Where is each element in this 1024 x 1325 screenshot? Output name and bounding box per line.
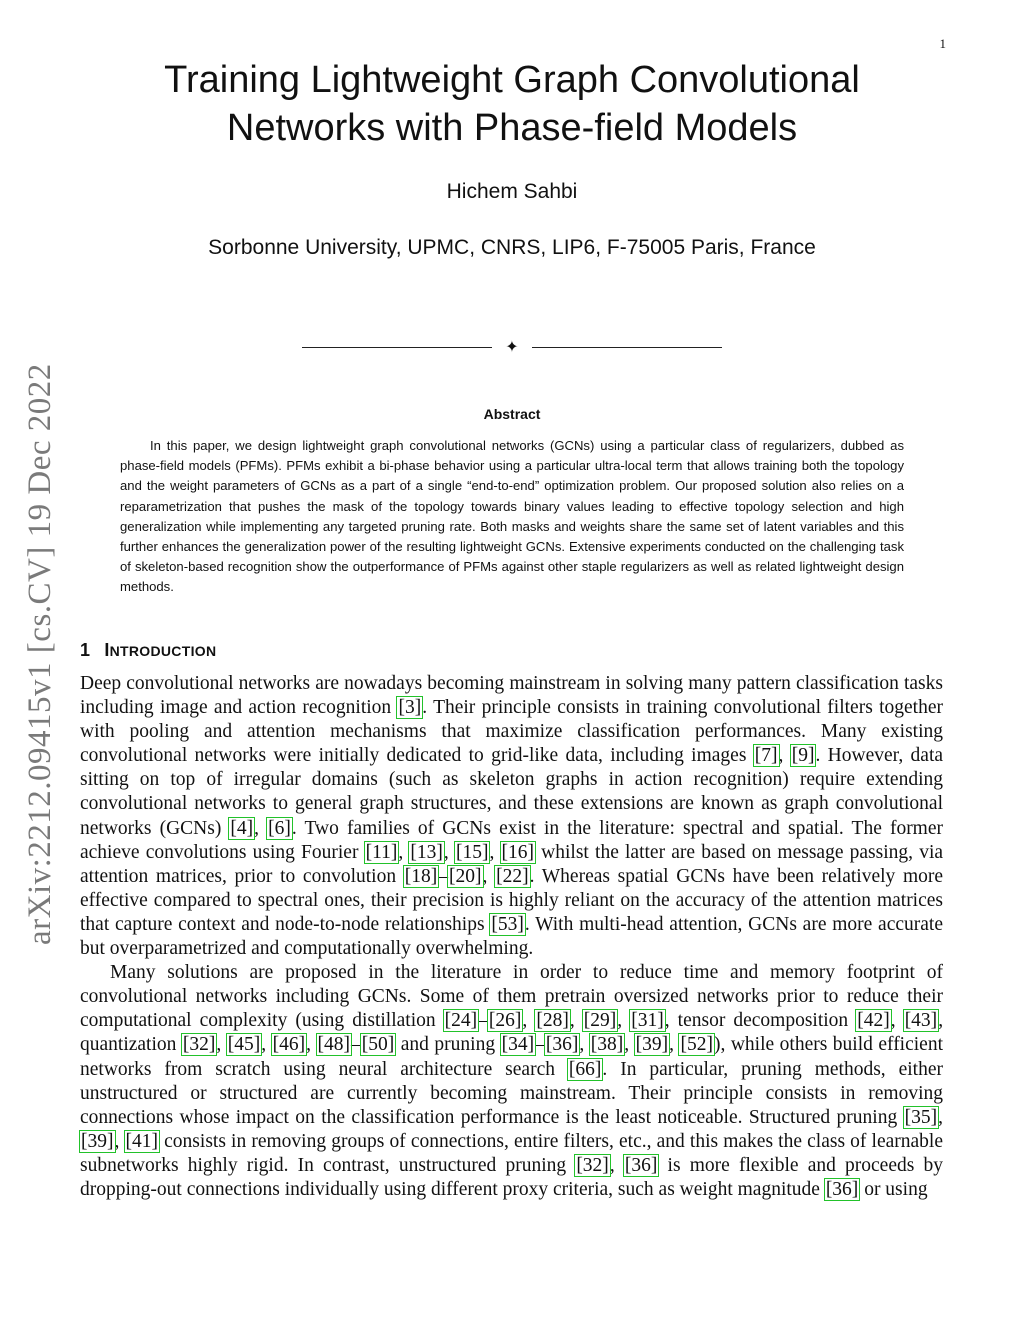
section-heading-introduction bbox=[80, 640, 216, 661]
paragraph-1: Deep convolutional networks are nowadays becoming mainstream in solving many pattern classification tasks including image and action recognition [3]. Their principle consists in training convolutional filters together with pooling and attention mechanisms that maximize classification performances. Many existing convolutional networks were initially dedicated to grid-like data, including images [7], [9]. However, data sitting on top of irregular domains (such as skeleton graphs in action recognition) require extending convolutional networks to general graph structures, and these extensions are known as graph convolutional networks (GCNs) [4], [6]. Two families of GCNs exist in the literature: spectral and spatial. The former achieve convolutions using Fourier [11], [13], [15], [16] whilst the latter are based on message passing, via attention matrices, prior to convolution [18]–[20], [22]. Whereas spatial GCNs have been relatively more effective compared to spectral ones, their precision is highly reliant on the accuracy of the attention matrices that capture context and node-to-node relationships [53]. With multi-head attention, GCNs are more accurate but overparametrized and computationally overwhelming. bbox=[80, 673, 944, 960]
citation-link[interactable]: [36] bbox=[545, 1034, 579, 1056]
citation-link[interactable]: [15] bbox=[455, 841, 489, 863]
citation-link[interactable]: [45] bbox=[227, 1034, 261, 1056]
title-divider bbox=[302, 336, 722, 358]
citation-link[interactable]: [41] bbox=[125, 1130, 159, 1152]
arxiv-identifier-stamp: arXiv:2212.09415v1 [cs.CV] 19 Dec 2022 bbox=[22, 363, 58, 945]
citation-link[interactable]: [48] bbox=[317, 1034, 351, 1056]
title-line-1: Training Lightweight Graph Convolutional bbox=[164, 59, 860, 101]
author-affiliation: Sorbonne University, UPMC, CNRS, LIP6, F-75005 Paris, France bbox=[208, 236, 816, 259]
divider-rule-left bbox=[302, 347, 492, 348]
citation-link[interactable]: [9] bbox=[791, 745, 815, 767]
citation-link[interactable]: [4] bbox=[230, 817, 254, 839]
paper-title bbox=[0, 56, 1024, 152]
section-title-rest: NTRODUCTION bbox=[109, 643, 217, 659]
citation-link[interactable]: [22] bbox=[496, 865, 529, 887]
section-title-initial: I bbox=[104, 640, 110, 660]
citation-link[interactable]: [24] bbox=[444, 1010, 478, 1032]
section-number: 1 bbox=[80, 640, 91, 660]
citation-link[interactable]: [66] bbox=[568, 1058, 602, 1080]
citation-link[interactable]: [31] bbox=[631, 1010, 664, 1032]
introduction-body bbox=[80, 672, 943, 1202]
citation-link[interactable]: [42] bbox=[857, 1010, 890, 1032]
author-name: Hichem Sahbi bbox=[446, 180, 578, 203]
citation-link[interactable]: [35] bbox=[904, 1106, 938, 1128]
citation-link[interactable]: [53] bbox=[491, 913, 524, 935]
citation-link[interactable]: [13] bbox=[410, 841, 443, 863]
citation-link[interactable]: [20] bbox=[449, 865, 482, 887]
title-line-2: Networks with Phase-field Models bbox=[226, 107, 798, 149]
citation-link[interactable]: [38] bbox=[590, 1034, 624, 1056]
citation-link[interactable]: [34] bbox=[501, 1034, 535, 1056]
citation-link[interactable]: [26] bbox=[488, 1010, 522, 1032]
citation-link[interactable]: [46] bbox=[272, 1034, 306, 1056]
citation-link[interactable]: [28] bbox=[536, 1010, 569, 1032]
citation-link[interactable]: [32] bbox=[576, 1154, 609, 1176]
citation-link[interactable]: [11] bbox=[365, 841, 398, 863]
citation-link[interactable]: [39] bbox=[81, 1130, 114, 1152]
citation-link[interactable]: [18] bbox=[404, 865, 438, 887]
abstract-body: In this paper, we design lightweight graph convolutional networks (GCNs) using a particular class of regularizers, dubbed as phase-field models (PFMs). PFMs exhibit a bi-phase behavior using a particular ultra-local term that allows training both the topology and the weight parameters of GCNs as a part of a single “end-to-end” optimization problem. Our proposed solution also relies on a reparametrization that pushes the mask of the topology towards binary values leading to effective topology selection and high generalization while implementing any targeted pruning rate. Both masks and weights share the same set of latent variables and this further enhances the generalization power of the resulting lightweight GCNs. Extensive experiments conducted on the challenging task of skeleton-based recognition show the outperformance of PFMs against other staple regularizers as well as related lightweight design methods. bbox=[120, 438, 904, 595]
paragraph-2: Many solutions are proposed in the literature in order to reduce time and memory footprint of convolutional networks including GCNs. Some of them pretrain oversized networks prior to reduce their computational complexity (using distillation [24]–[26], [28], [29], [31], tensor decomposition [42], [43], quantization [32], [45], [46], [48]–[50] and pruning [34]–[36], [38], [39], [52]), while others build efficient networks from scratch using neural architecture search [66]. In particular, pruning methods, either unstructured or structured are currently becoming mainstream. Their principle consists in removing connections whose impact on the classification performance is the least noticeable. Structured pruning [35], [39], [41] consists in removing groups of connections, entire filters, etc., and this makes the class of learnable subnetworks highly rigid. In contrast, unstructured pruning [32], [36] is more flexible and proceeds by dropping-out connections individually using different proxy criteria, such as weight magnitude [36] or using bbox=[80, 962, 944, 1200]
abstract-heading: Abstract bbox=[483, 406, 541, 422]
citation-link[interactable]: [43] bbox=[904, 1010, 938, 1032]
citation-link[interactable]: [32] bbox=[182, 1034, 216, 1056]
citation-link[interactable]: [52] bbox=[680, 1034, 713, 1056]
divider-rule-right bbox=[532, 347, 722, 348]
citation-link[interactable]: [16] bbox=[501, 841, 535, 863]
page-number: 1 bbox=[939, 36, 946, 51]
citation-link[interactable]: [6] bbox=[268, 817, 291, 839]
citation-link[interactable]: [29] bbox=[583, 1010, 617, 1032]
citation-link[interactable]: [50] bbox=[361, 1034, 395, 1056]
citation-link[interactable]: [7] bbox=[754, 745, 778, 767]
divider-star-icon: ✦ bbox=[505, 337, 519, 356]
citation-link[interactable]: [36] bbox=[825, 1178, 859, 1200]
citation-link[interactable]: [3] bbox=[398, 697, 422, 719]
citation-link[interactable]: [39] bbox=[635, 1034, 669, 1056]
citation-link[interactable]: [36] bbox=[624, 1154, 658, 1176]
